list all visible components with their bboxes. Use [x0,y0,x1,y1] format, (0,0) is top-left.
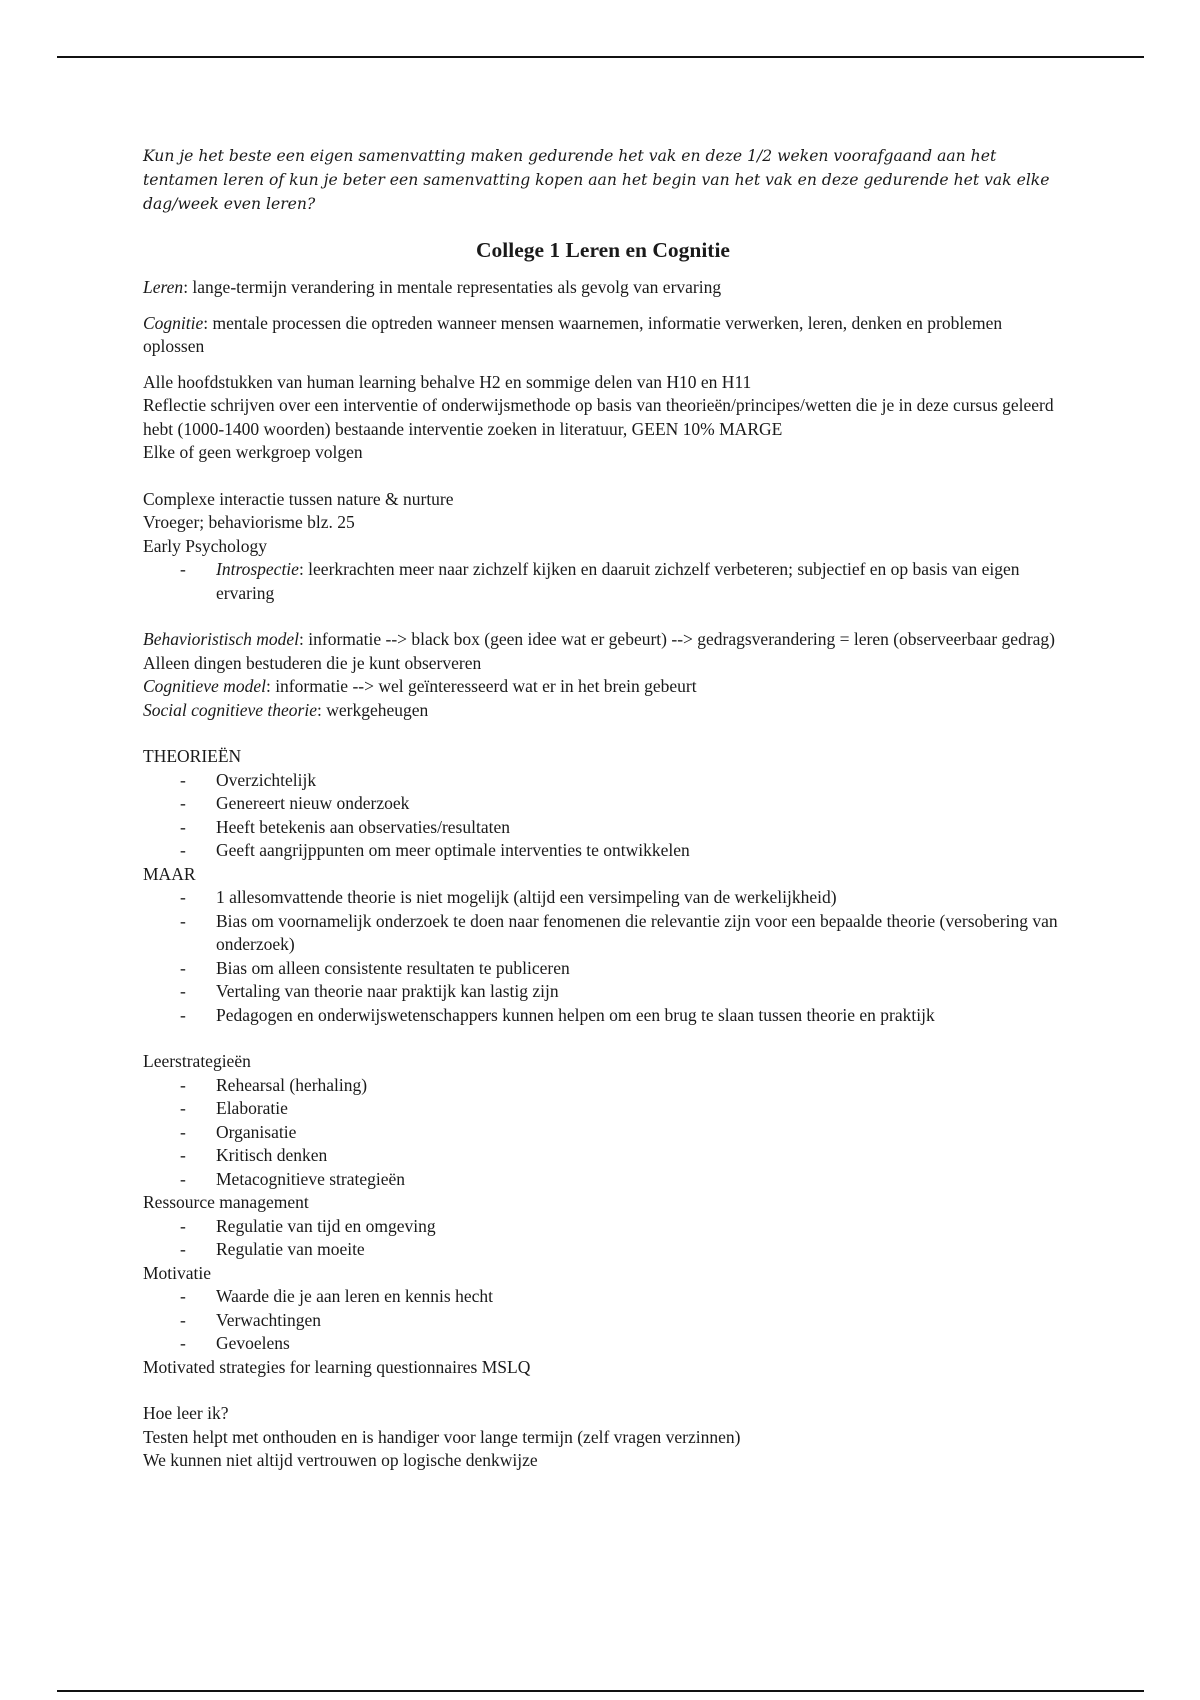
motivation-list [143,1285,1063,1356]
list-item: - Introspectie: leerkrachten meer naar zichzelf kijken en daaruit zichzelf verbeteren; subjectief en op basis van eigen ervaring [216,558,1063,605]
top-rule [57,56,1144,58]
list-item: - Bias om alleen consistente resultaten te publiceren [216,957,1063,981]
term-leren: Leren [143,277,184,297]
section-heading: MAAR [143,863,196,884]
course-info-line: Reflectie schrijven over een interventie of onderwijsmethode op basis van theorieën/principes/wetten die je in deze cursus geleerd hebt (1000-1400 woorden) bestaande interventie zoeken in literatuur, GEEN 10% MARGE [143,395,1054,439]
model-behavioristisch: Behavioristisch model: informatie --> black box (geen idee wat er gebeurt) --> gedragsverandering = leren (observeerbaar gedrag) Alleen dingen bestuderen die je kunt observeren [143,629,1055,673]
page-title: College 1 Leren en Cognitie [476,238,730,262]
section-heading: Motivatie [143,1262,212,1283]
list-item: - Pedagogen en onderwijswetenschappers kunnen helpen om een brug te slaan tussen theorie en praktijk [216,1004,1063,1028]
section-heading: THEORIEËN [143,746,242,766]
list-item: - Genereert nieuw onderzoek [216,792,1063,816]
list-item: - Rehearsal (herhaling) [216,1074,1063,1098]
list-item: - Metacognitieve strategieën [216,1168,1063,1192]
definition-leren: Leren: lange-termijn verandering in mentale representaties als gevolg van ervaring [143,277,722,297]
section-heading: Leerstrategieën [143,1051,251,1071]
text-line: Vroeger; behaviorisme blz. 25 [143,512,355,532]
theories-list [143,769,1063,863]
list-item: - Geeft aangrijppunten om meer optimale interventies te ontwikkelen [216,839,1063,863]
list-item: - Waarde die je aan leren en kennis hecht [216,1285,1063,1309]
course-info-line: Alle hoofdstukken van human learning behalve H2 en sommige delen van H10 en H11 [143,371,752,392]
maar-list [143,886,1063,1027]
list-item: - Regulatie van tijd en omgeving [216,1215,1063,1239]
resource-list [143,1215,1063,1262]
list-item: - Verwachtingen [216,1309,1063,1333]
list-item: - Kritisch denken [216,1144,1063,1168]
list-item: - Gevoelens [216,1332,1063,1356]
text-line: Early Psychology [143,535,267,556]
list-item: - Regulatie van moeite [216,1238,1063,1262]
term-cognitie: Cognitie [143,312,204,333]
strategies-list [143,1074,1063,1192]
list-item: - 1 allesomvattende theorie is niet mogelijk (altijd een versimpeling van de werkelijkheid) [216,886,1063,910]
model-cognitief: Cognitieve model: informatie --> wel geïnteresseerd wat er in het brein gebeurt [143,676,697,696]
list-item: - Heeft betekenis aan observaties/resultaten [216,816,1063,840]
text-line: We kunnen niet altijd vertrouwen op logische denkwijze [143,1450,538,1470]
text-line: Testen helpt met onthouden en is handiger voor lange termijn (zelf vragen verzinnen) [143,1426,741,1447]
list-item: - Organisatie [216,1121,1063,1145]
document-body [143,144,1063,1473]
text-line: Complexe interactie tussen nature & nurture [143,488,454,509]
list-item: - Elaboratie [216,1097,1063,1121]
list-item: - Bias om voornamelijk onderzoek te doen naar fenomenen die relevantie zijn voor een bepaalde theorie (versobering van onderzoek) [216,910,1063,957]
model-social-cognitief: Social cognitieve theorie: werkgeheugen [143,699,429,720]
introspectie-list [143,558,1063,605]
text-line: Hoe leer ik? [143,1403,229,1423]
section-heading: Ressource management [143,1192,309,1212]
text-line: Motivated strategies for learning questionnaires MSLQ [143,1356,531,1377]
course-info-line: Elke of geen werkgroep volgen [143,442,363,462]
list-item: - Overzichtelijk [216,769,1063,793]
bottom-rule [57,1690,1144,1692]
list-item: - Vertaling van theorie naar praktijk kan lastig zijn [216,980,1063,1004]
definition-cognitie: Cognitie: mentale processen die optreden wanneer mensen waarnemen, informatie verwerken, leren, denken en problemen oplossen [143,312,1003,356]
intro-question: Kun je het beste een eigen samenvatting maken gedurende het vak en deze 1/2 weken voorafgaand aan het tentamen leren of kun je beter een samenvatting kopen aan het begin van het vak en deze gedurende het vak elke dag/week even leren? [143,147,1050,213]
